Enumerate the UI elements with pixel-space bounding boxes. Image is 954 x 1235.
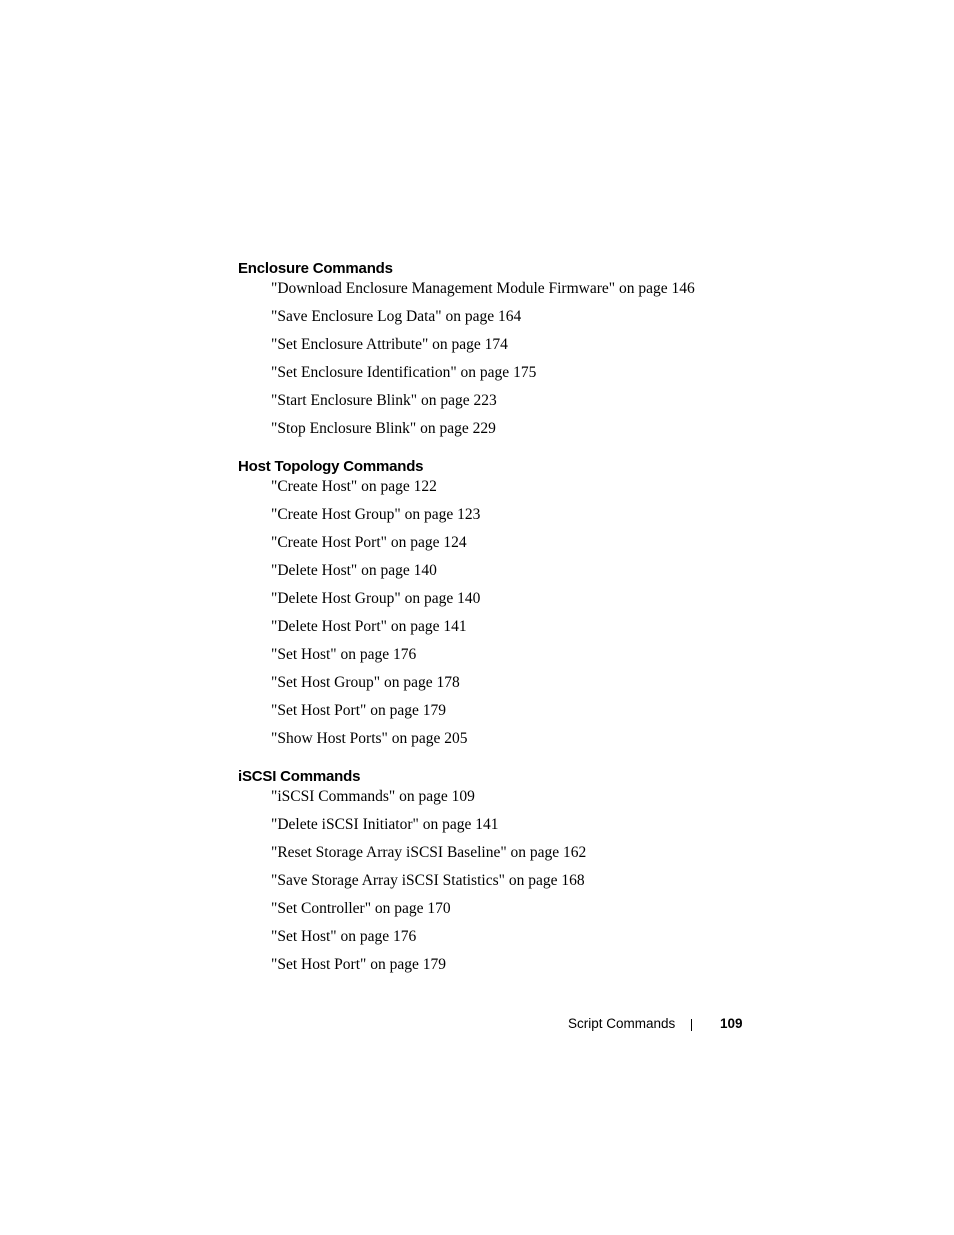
footer-chapter-title: Script Commands [568,1016,676,1031]
command-reference[interactable]: "Delete Host" on page 140 [271,562,437,579]
command-reference[interactable]: "Set Controller" on page 170 [271,900,451,917]
command-reference[interactable]: "Delete Host Port" on page 141 [271,618,467,635]
section-iscsi-commands [238,767,586,983]
command-reference[interactable]: "Start Enclosure Blink" on page 223 [271,392,497,409]
command-reference[interactable]: "Create Host Group" on page 123 [271,506,481,523]
page-footer [0,1014,954,1034]
command-reference[interactable]: "Create Host" on page 122 [271,478,437,495]
command-reference[interactable]: "Create Host Port" on page 124 [271,534,467,551]
section-heading: iSCSI Commands [238,768,361,785]
command-reference[interactable]: "Show Host Ports" on page 205 [271,730,468,747]
command-reference[interactable]: "Delete iSCSI Initiator" on page 141 [271,816,499,833]
command-reference[interactable]: "iSCSI Commands" on page 109 [271,788,475,805]
command-reference[interactable]: "Reset Storage Array iSCSI Baseline" on page 162 [271,844,587,861]
command-reference[interactable]: "Set Host" on page 176 [271,928,417,945]
command-reference[interactable]: "Download Enclosure Management Module Firmware" on page 146 [271,280,695,297]
footer-divider [691,1019,692,1031]
command-list [238,477,480,757]
command-reference[interactable]: "Set Host" on page 176 [271,646,417,663]
command-list [238,787,586,983]
command-reference[interactable]: "Stop Enclosure Blink" on page 229 [271,420,496,437]
command-reference[interactable]: "Set Host Group" on page 178 [271,674,460,691]
footer-page-number: 109 [720,1016,743,1031]
section-host-topology-commands [238,457,480,757]
command-reference[interactable]: "Set Host Port" on page 179 [271,702,446,719]
command-list [238,279,695,447]
section-heading: Host Topology Commands [238,458,424,475]
command-reference[interactable]: "Set Host Port" on page 179 [271,956,446,973]
command-reference[interactable]: "Set Enclosure Attribute" on page 174 [271,336,508,353]
section-enclosure-commands [238,259,695,447]
section-heading: Enclosure Commands [238,260,393,277]
command-reference[interactable]: "Save Storage Array iSCSI Statistics" on page 168 [271,872,585,889]
command-reference[interactable]: "Save Enclosure Log Data" on page 164 [271,308,522,325]
command-reference[interactable]: "Delete Host Group" on page 140 [271,590,481,607]
command-reference[interactable]: "Set Enclosure Identification" on page 175 [271,364,537,381]
